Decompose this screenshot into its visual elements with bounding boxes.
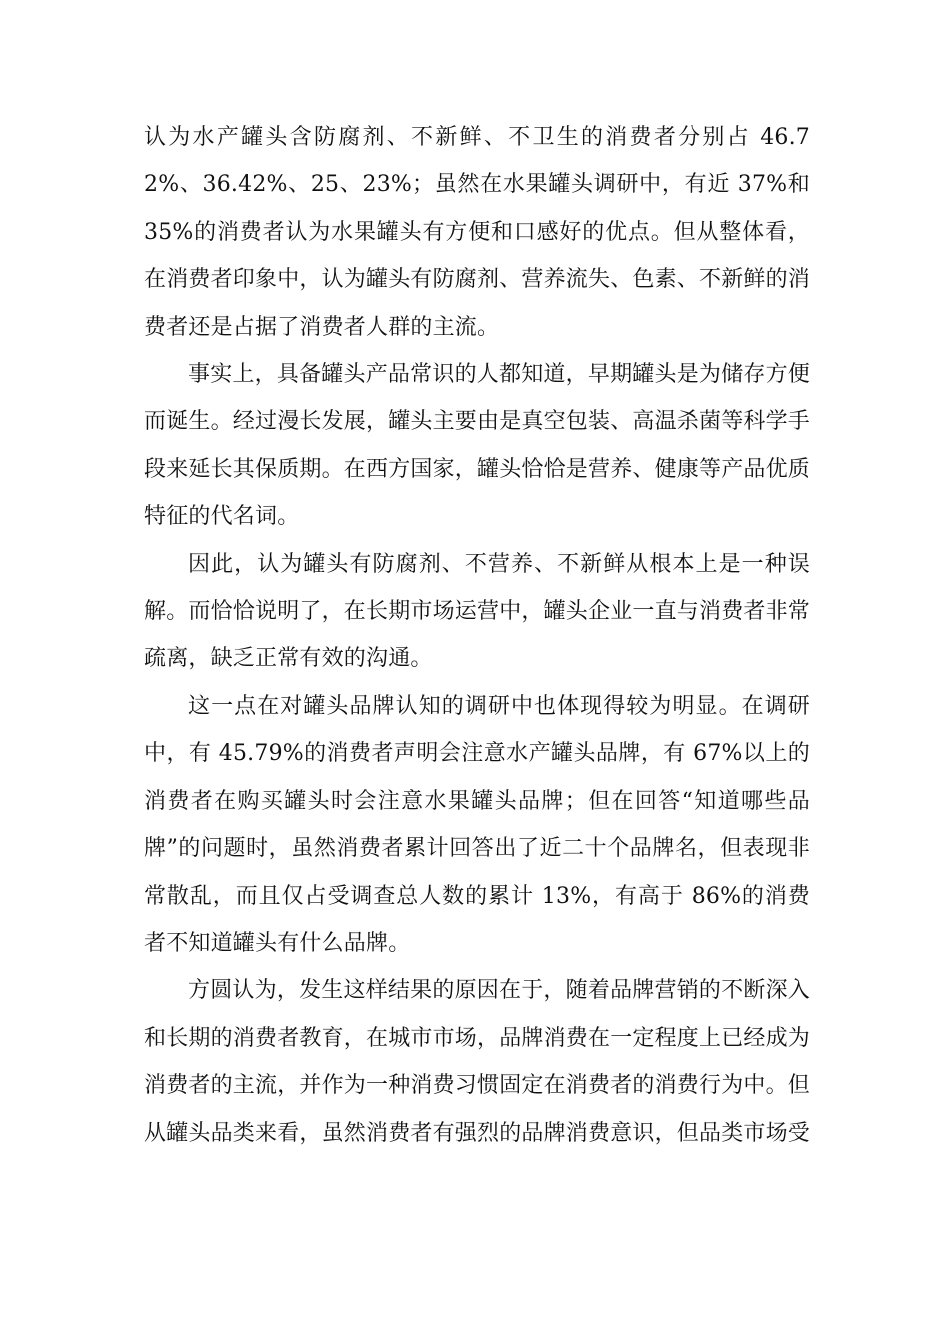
paragraph-2: 事实上，具备罐头产品常识的人都知道，早期罐头是为储存方便而诞生。经过漫长发展，罐头主要由是真空包装、高温杀菌等科学手段来延长其保质期。在西方国家，罐头恰恰是营养、健康等产品优质特征的代名词。	[144, 362, 811, 530]
paragraph-4: 这一点在对罐头品牌认知的调研中也体现得较为明显。在调研中，有 45.79%的消费者声明会注意水产罐头品牌，有 67%以上的消费者在购买罐头时会注意水果罐头品牌；但在回答“知道哪些品牌”的问题时，虽然消费者累计回答出了近二十个品牌名，但表现非常散乱，而且仅占受调查总人数的累计 13%，有高于 86%的消费者不知道罐头有什么品牌。	[144, 693, 810, 956]
document-body	[144, 114, 810, 1157]
paragraph-5: 方圆认为，发生这样结果的原因在于，随着品牌营销的不断深入和长期的消费者教育，在城市市场，品牌消费在一定程度上已经成为消费者的主流，并作为一种消费习惯固定在消费者的消费行为中。但从罐头品类来看，虽然消费者有强烈的品牌消费意识，但品类市场受	[144, 978, 811, 1146]
paragraph-1: 认为水产罐头含防腐剂、不新鲜、不卫生的消费者分别占 46.72%、36.42%、25、23%；虽然在水果罐头调研中，有近 37%和 35%的消费者认为水果罐头有方便和口感好的优点。但从整体看，在消费者印象中，认为罐头有防腐剂、营养流失、色素、不新鲜的消费者还是占据了消费者人群的主流。	[144, 125, 811, 340]
paragraph-3: 因此，认为罐头有防腐剂、不营养、不新鲜从根本上是一种误解。而恰恰说明了，在长期市场运营中，罐头企业一直与消费者非常疏离，缺乏正常有效的沟通。	[144, 551, 811, 672]
